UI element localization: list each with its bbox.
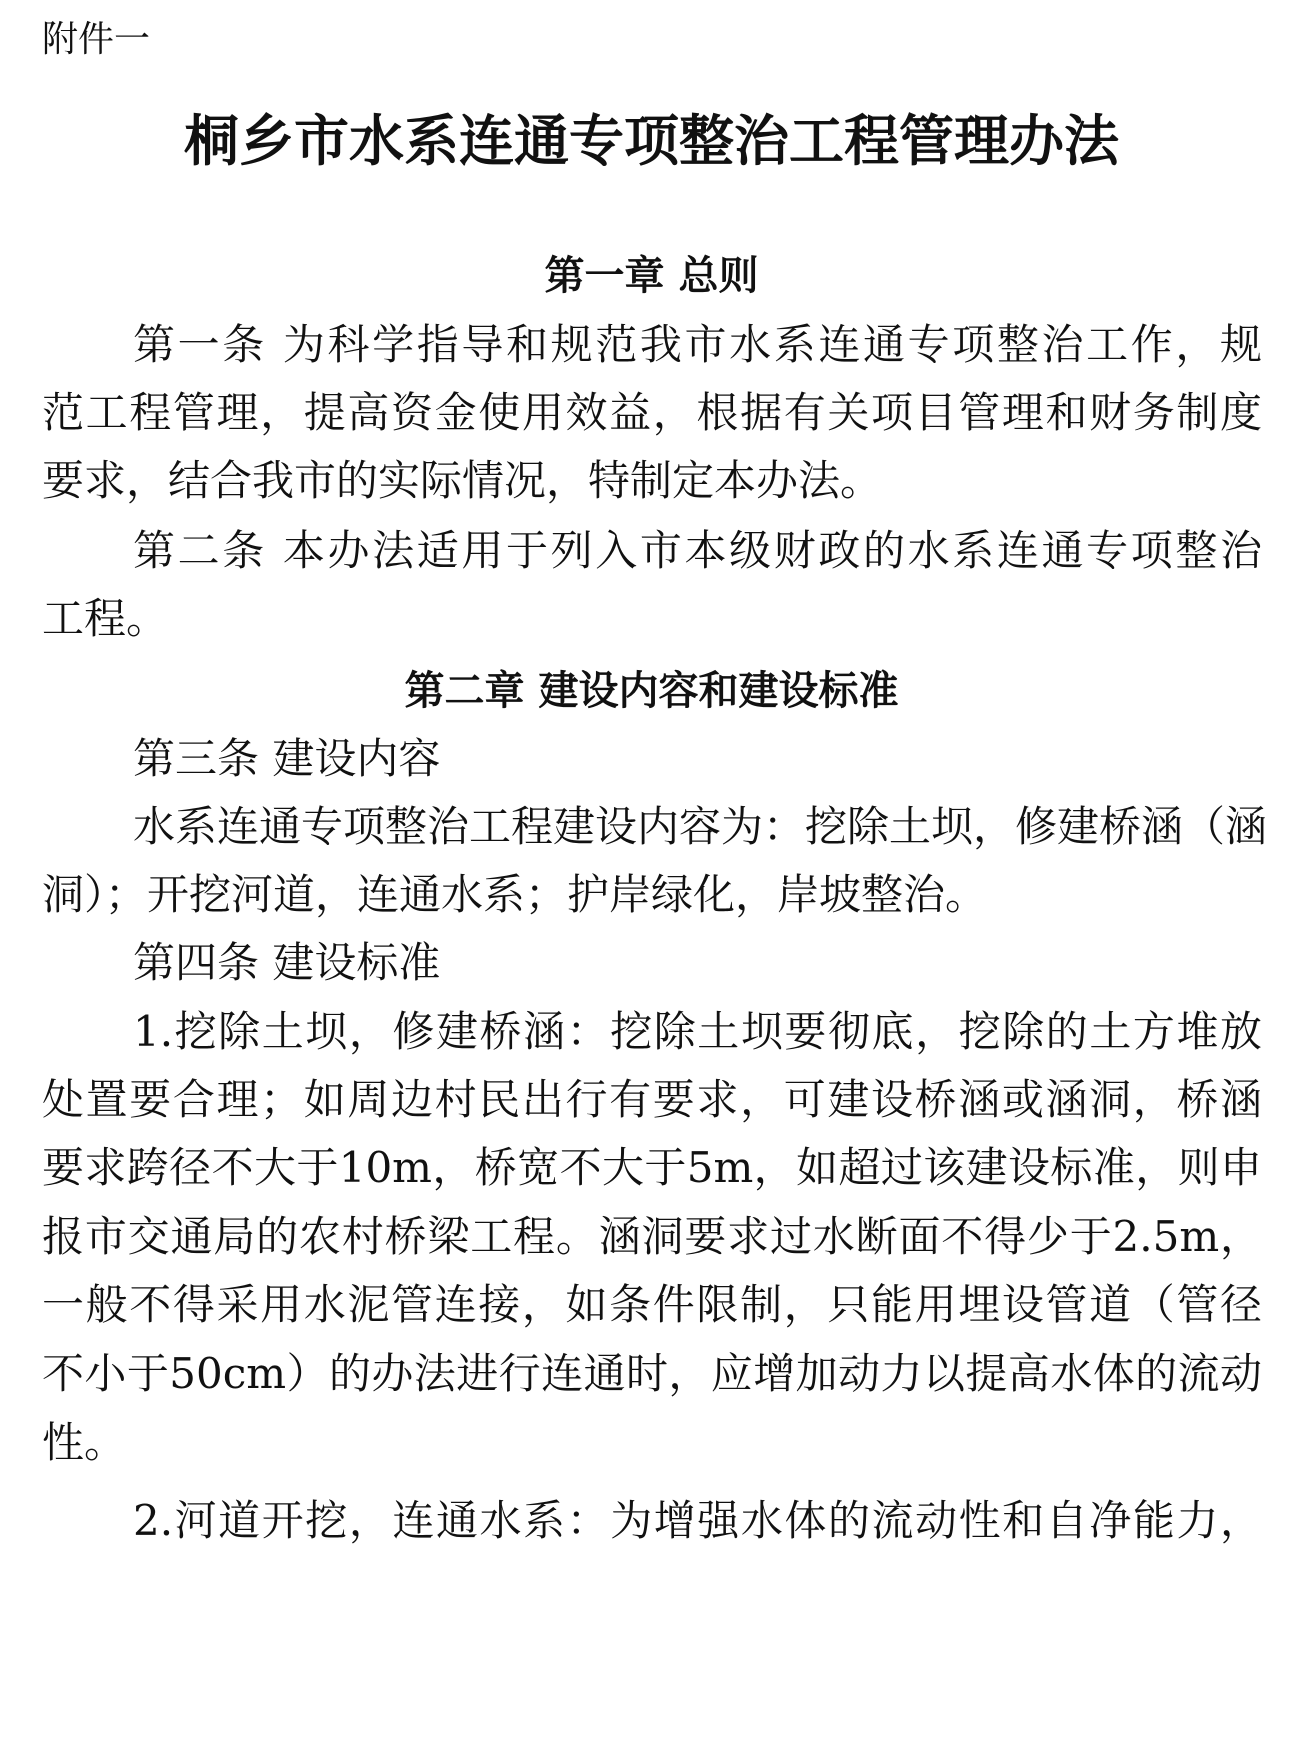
paragraph-line: 报市交通局的农村桥梁工程。涵洞要求过水断面不得少于2.5m，: [42, 1212, 1262, 1261]
paragraph-line: 不小于50cm）的办法进行连通时，应增加动力以提高水体的流动: [42, 1349, 1262, 1398]
paragraph-line: 第一条 为科学指导和规范我市水系连通专项整治工作，规: [133, 320, 1262, 369]
paragraph-line: 性。: [42, 1418, 127, 1467]
chapter-heading: 第二章 建设内容和建设标准: [404, 668, 899, 714]
attachment-label: 附件一: [42, 19, 151, 60]
chapter-heading: 第一章 总则: [544, 253, 759, 299]
paragraph-line: 水系连通专项整治工程建设内容为：挖除土坝，修建桥涵（涵: [133, 802, 1268, 851]
article-heading: 第三条 建设内容: [133, 734, 441, 783]
paragraph-line: 要求跨径不大于10m，桥宽不大于5m，如超过该建设标准，则申: [42, 1143, 1262, 1192]
paragraph-line: 1.挖除土坝，修建桥涵：挖除土坝要彻底，挖除的土方堆放: [133, 1007, 1262, 1056]
paragraph-line: 要求，结合我市的实际情况，特制定本办法。: [42, 456, 883, 505]
paragraph-line: 一般不得采用水泥管连接，如条件限制，只能用埋设管道（管径: [42, 1280, 1262, 1329]
paragraph-line: 第二条 本办法适用于列入市本级财政的水系连通专项整治: [133, 526, 1262, 575]
paragraph-line: 范工程管理，提高资金使用效益，根据有关项目管理和财务制度: [42, 388, 1262, 437]
article-heading: 第四条 建设标准: [133, 938, 441, 987]
paragraph-line: 2.河道开挖，连通水系：为增强水体的流动性和自净能力，: [133, 1496, 1262, 1545]
paragraph-line: 洞）；开挖河道，连通水系；护岸绿化，岸坡整治。: [42, 870, 988, 919]
paragraph-line: 处置要合理；如周边村民出行有要求，可建设桥涵或涵洞，桥涵: [42, 1075, 1262, 1124]
paragraph-line: 工程。: [42, 594, 169, 643]
document-title: 桐乡市水系连通专项整治工程管理办法: [183, 109, 1119, 173]
